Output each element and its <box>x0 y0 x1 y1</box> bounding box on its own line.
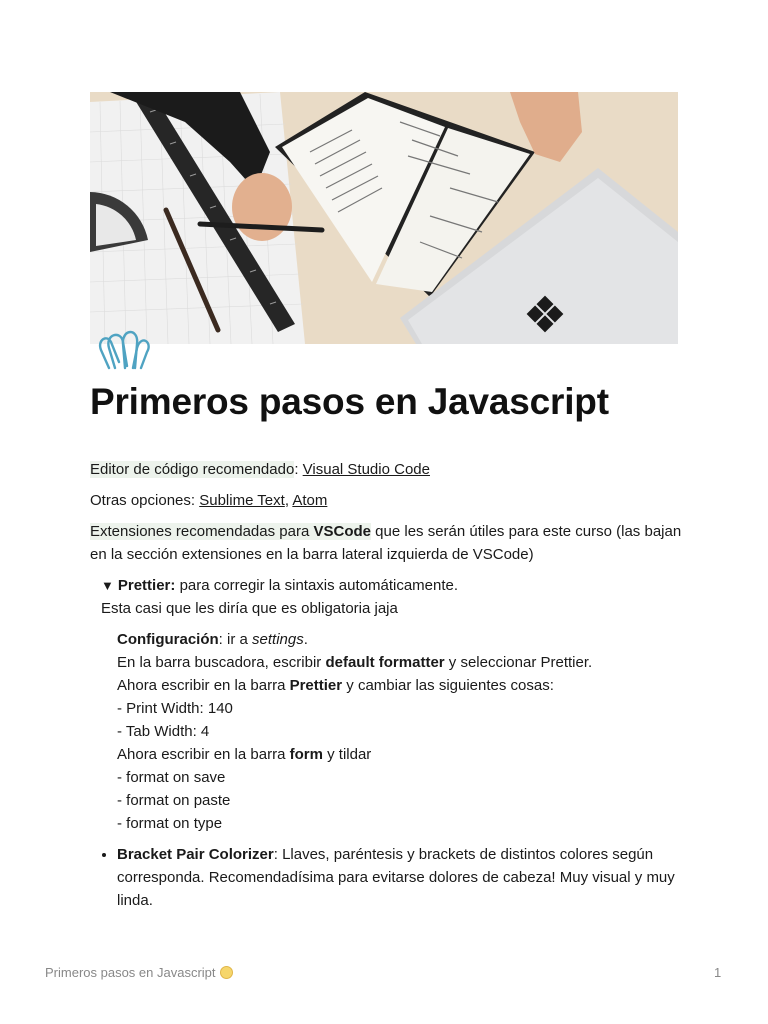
prettier-toggle-header[interactable] <box>101 574 682 597</box>
config-text: : ir a <box>218 631 253 648</box>
list-item <box>117 843 682 912</box>
atom-link[interactable]: Atom <box>292 492 328 509</box>
line6-pre: Ahora escribir en la barra <box>117 746 290 763</box>
sublime-link[interactable]: Sublime Text <box>199 492 285 509</box>
format-on-paste-item: - format on paste <box>117 792 231 809</box>
toggle-arrow-icon[interactable]: ▼ <box>101 578 114 593</box>
config-line-3 <box>117 674 682 697</box>
config-line <box>117 628 682 651</box>
tab-width-item: - Tab Width: 4 <box>117 723 210 740</box>
format-on-save-item: - format on save <box>117 769 226 786</box>
paperclip-icon <box>95 320 153 374</box>
config-label: Configuración <box>117 631 219 648</box>
line6-bold: form <box>289 746 323 763</box>
page-number: 1 <box>714 965 722 980</box>
vscode-link[interactable]: Visual Studio Code <box>302 461 430 478</box>
page-content <box>90 458 682 912</box>
prettier-name: Prettier: <box>117 577 176 594</box>
line2-post: y seleccionar Prettier. <box>444 654 593 671</box>
bracket-desc: : Llaves, paréntesis y brackets de distintos colores según corresponda. Recomendadísima para evitarse dolores de cabeza! Muy visual y muy linda. <box>117 846 675 909</box>
extensions-lead: Extensiones recomendadas para <box>90 523 314 540</box>
line3-pre: Ahora escribir en la barra <box>117 677 290 694</box>
print-width-item: - Print Width: 140 <box>117 700 233 717</box>
others-label: Otras opciones: <box>90 492 200 509</box>
editor-label: Editor de código recomendado <box>90 461 295 478</box>
others-comma: , <box>284 492 293 509</box>
line2-pre: En la barra buscadora, escribir <box>117 654 326 671</box>
line3-bold: Prettier <box>289 677 343 694</box>
face-emoji-icon <box>220 966 233 979</box>
line3-post: y cambiar las siguientes cosas: <box>342 677 554 694</box>
editor-paragraph <box>90 458 682 481</box>
config-end: . <box>303 631 308 648</box>
others-paragraph <box>90 489 682 512</box>
extensions-rest: que les serán útiles para este curso (las bajan en la sección extensiones en la barra lateral izquierda de VSCode) <box>90 523 682 563</box>
extensions-vscode: VSCode <box>313 523 371 540</box>
cover-image <box>90 92 678 344</box>
prettier-config <box>117 628 682 835</box>
line2-bold: default formatter <box>325 654 445 671</box>
prettier-toggle <box>101 574 682 835</box>
footer-title-text: Primeros pasos en Javascript <box>45 965 216 980</box>
footer-title <box>45 965 233 980</box>
editor-sep: : <box>294 461 303 478</box>
config-line-2 <box>117 651 682 674</box>
extensions-paragraph <box>90 520 682 566</box>
prettier-desc: para corregir la sintaxis automáticamente. <box>175 577 459 594</box>
config-line-6 <box>117 743 682 766</box>
prettier-note: Esta casi que les diría que es obligatoria jaja <box>101 600 398 617</box>
page-title: Primeros pasos en Javascript <box>90 381 609 422</box>
line6-post: y tildar <box>322 746 372 763</box>
config-settings: settings <box>252 631 304 648</box>
format-on-type-item: - format on type <box>117 815 223 832</box>
extensions-list <box>90 843 682 912</box>
bracket-name: Bracket Pair Colorizer <box>117 846 274 863</box>
